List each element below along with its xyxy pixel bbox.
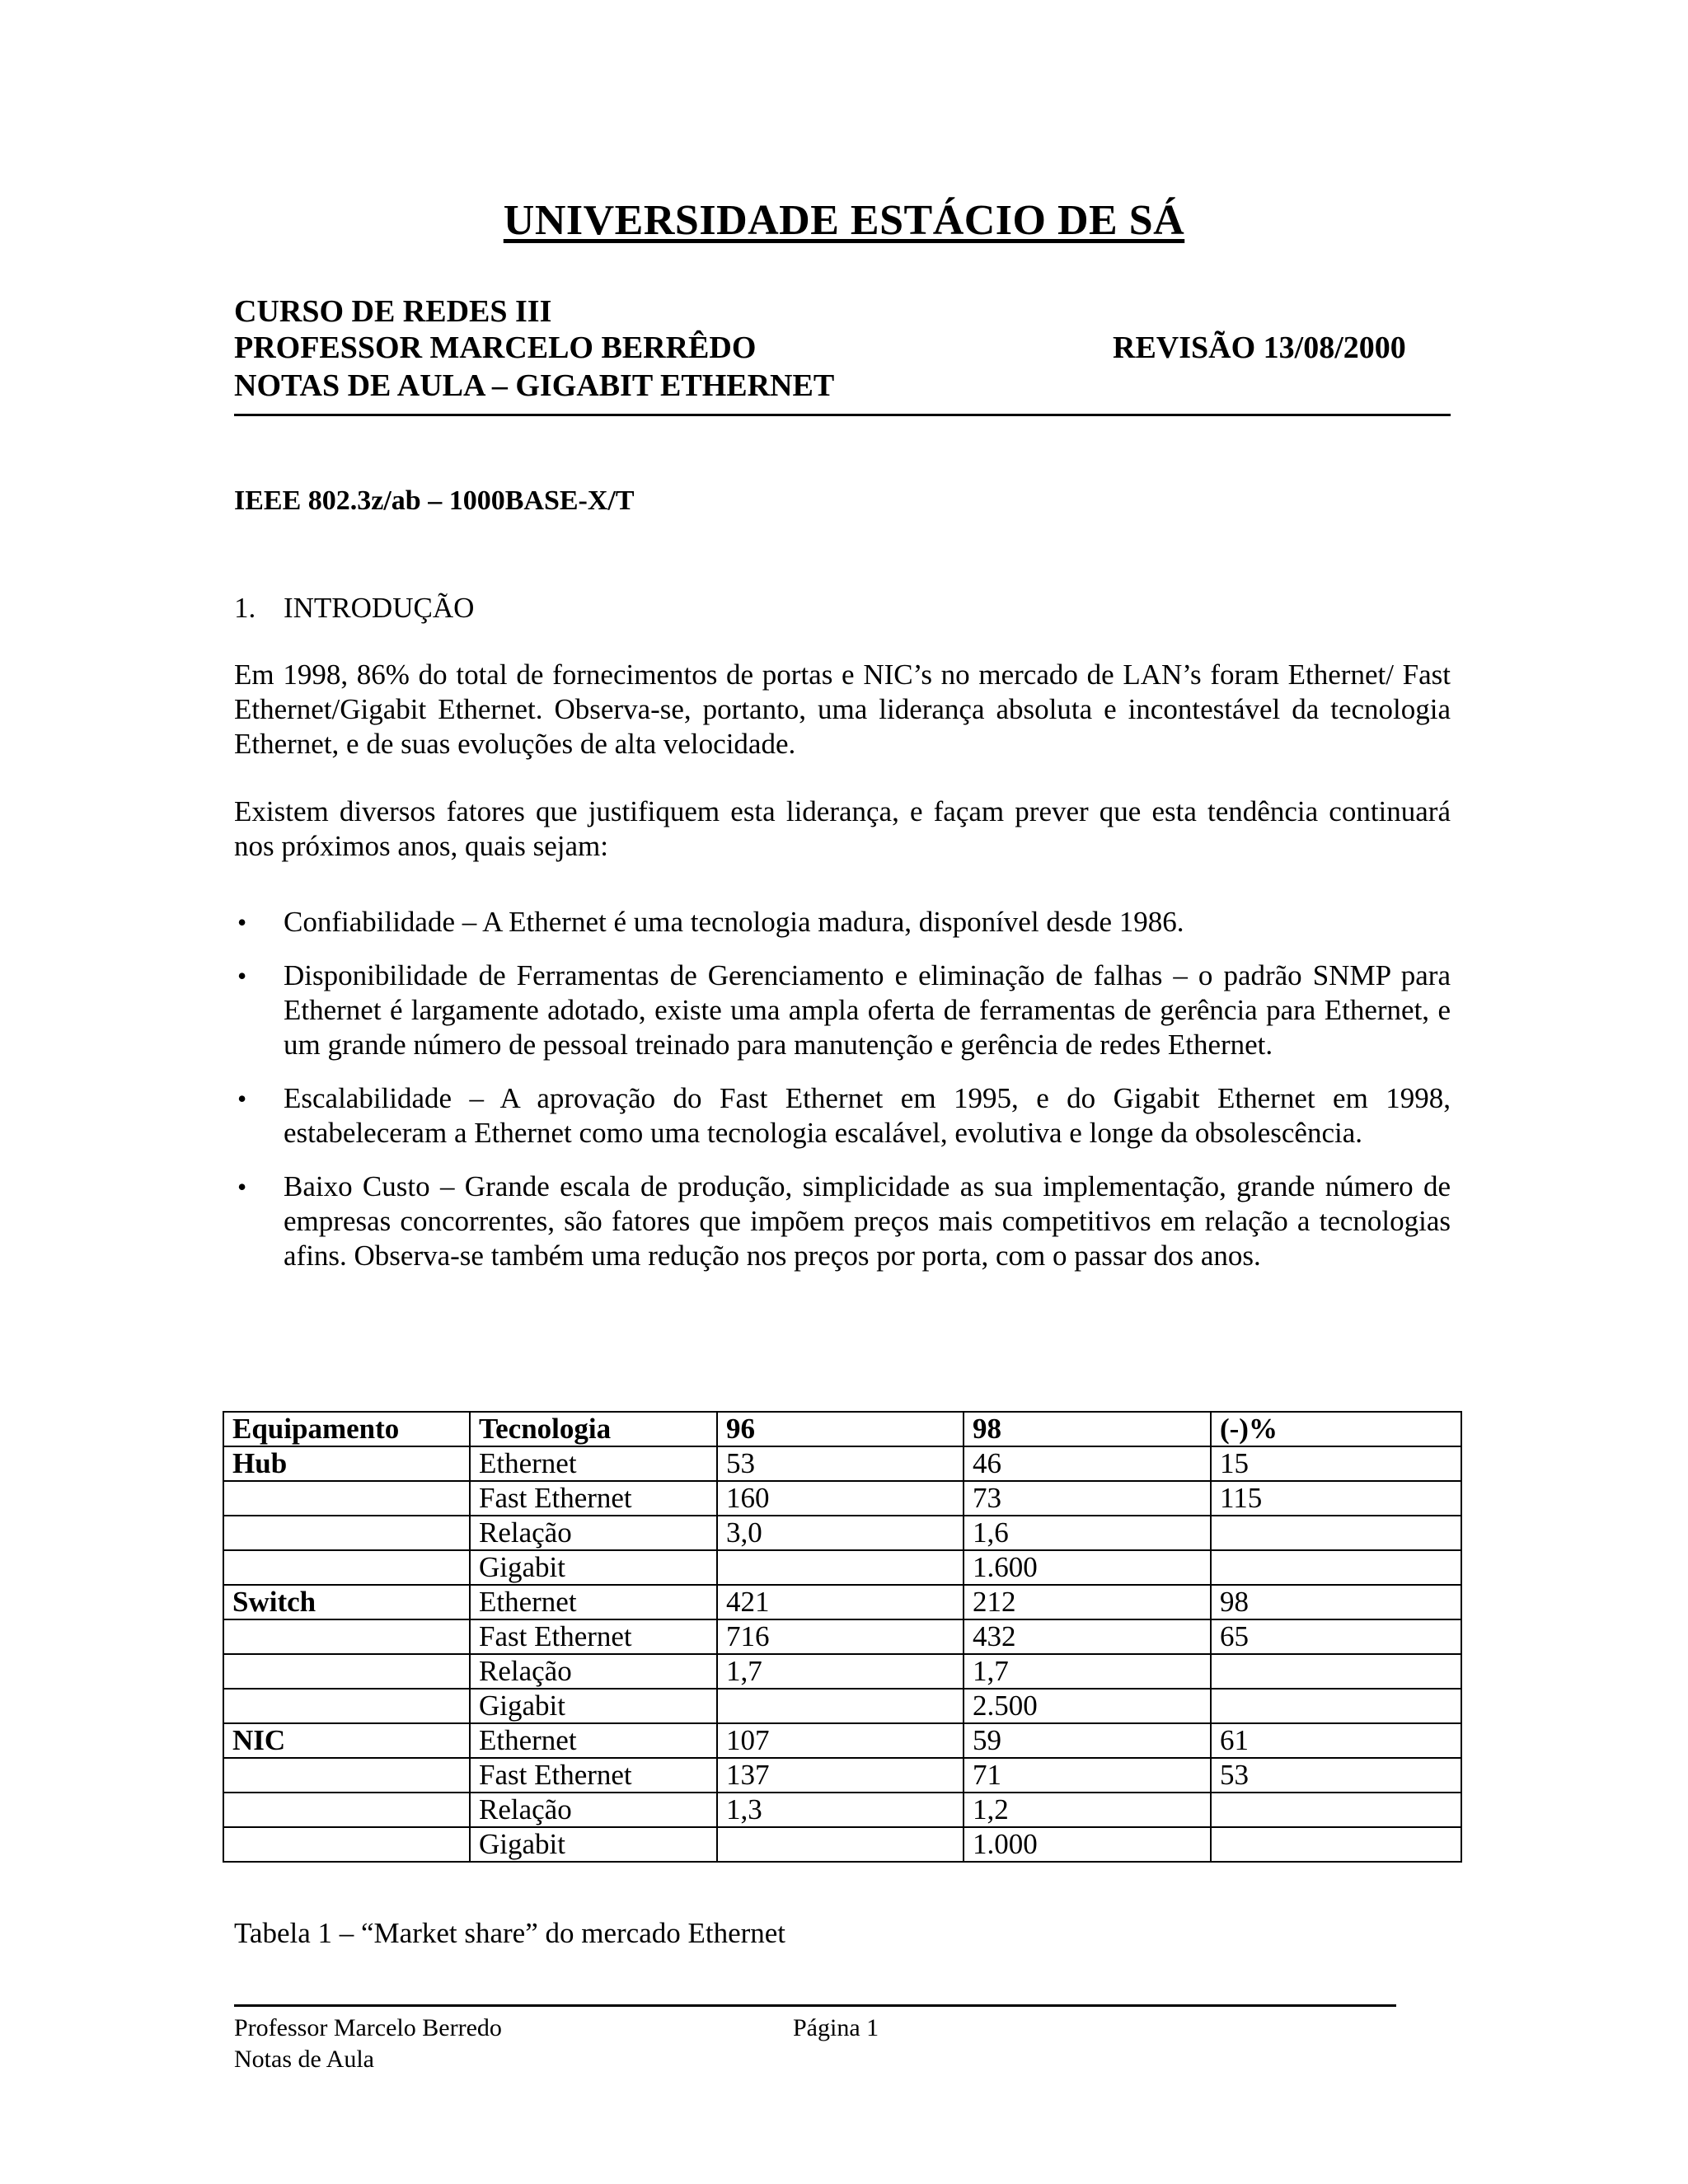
header-cell: 96 <box>717 1412 964 1446</box>
table-cell: 1,2 <box>964 1793 1211 1827</box>
header-divider <box>234 414 1451 416</box>
table-cell: 1,7 <box>717 1654 964 1689</box>
list-item <box>234 905 1451 940</box>
table-cell: 1,6 <box>964 1516 1211 1550</box>
table-cell: 3,0 <box>717 1516 964 1550</box>
table-row <box>223 1758 1461 1793</box>
list-item-text: Escalabilidade – A aprovação do Fast Ethernet em 1995, e do Gigabit Ethernet em 1998, estabeleceram a Ethernet como uma tecnologia escalável, evolutiva e longe da obsolescência. <box>284 1082 1451 1149</box>
table-cell <box>223 1689 470 1723</box>
table-cell: Switch <box>223 1585 470 1619</box>
table-cell <box>223 1793 470 1827</box>
table-cell <box>1211 1550 1461 1585</box>
table-cell: 59 <box>964 1723 1211 1758</box>
table-row <box>223 1723 1461 1758</box>
factors-paragraph: Existem diversos fatores que justifiquem esta liderança, e façam prever que esta tendência continuará nos próximos anos, quais sejam: <box>234 795 1451 862</box>
table-cell: 421 <box>717 1585 964 1619</box>
standard-subtitle: IEEE 802.3z/ab – 1000BASE-X/T <box>234 485 635 516</box>
table-row <box>223 1550 1461 1585</box>
table-row <box>223 1827 1461 1862</box>
market-share-table <box>223 1411 1462 1863</box>
table-cell <box>223 1654 470 1689</box>
table-cell <box>1211 1793 1461 1827</box>
table-cell <box>717 1827 964 1862</box>
section-heading <box>234 592 474 625</box>
table-cell <box>1211 1689 1461 1723</box>
table-cell: 65 <box>1211 1619 1461 1654</box>
revision-date: REVISÃO 13/08/2000 <box>1113 330 1406 365</box>
table-cell: 107 <box>717 1723 964 1758</box>
list-item <box>234 958 1451 1062</box>
header-cell: (-)% <box>1211 1412 1461 1446</box>
course-name: CURSO DE REDES III <box>234 294 552 329</box>
table-cell: Gigabit <box>470 1827 717 1862</box>
table-cell <box>223 1550 470 1585</box>
table-row <box>223 1481 1461 1516</box>
notes-title: NOTAS DE AULA – GIGABIT ETHERNET <box>234 368 835 403</box>
table-cell <box>1211 1654 1461 1689</box>
factors-list <box>234 905 1451 1292</box>
header-cell: 98 <box>964 1412 1211 1446</box>
table-cell: NIC <box>223 1723 470 1758</box>
table-cell: 1.600 <box>964 1550 1211 1585</box>
table-cell: Hub <box>223 1446 470 1481</box>
university-title: UNIVERSIDADE ESTÁCIO DE SÁ <box>503 197 1185 244</box>
table-cell: 212 <box>964 1585 1211 1619</box>
table-cell: 1,7 <box>964 1654 1211 1689</box>
footer-divider <box>234 2004 1396 2007</box>
list-item-text: Disponibilidade de Ferramentas de Gerenciamento e eliminação de falhas – o padrão SNMP para Ethernet é largamente adotado, existe uma ampla oferta de ferramentas de gerência para Ethernet, e um grande número de pessoal treinado para manutenção e gerência de redes Ethernet. <box>284 959 1451 1061</box>
footer-page-number: Página 1 <box>793 2014 879 2041</box>
footer-author: Professor Marcelo Berredo <box>234 2014 502 2041</box>
table-cell <box>223 1516 470 1550</box>
table-row <box>223 1654 1461 1689</box>
table-row <box>223 1619 1461 1654</box>
table-row <box>223 1585 1461 1619</box>
table-cell: 115 <box>1211 1481 1461 1516</box>
table-cell: Ethernet <box>470 1723 717 1758</box>
table-cell: Gigabit <box>470 1689 717 1723</box>
table-cell <box>1211 1516 1461 1550</box>
table-cell <box>1211 1827 1461 1862</box>
table-row <box>223 1446 1461 1481</box>
table-row <box>223 1516 1461 1550</box>
table-cell <box>223 1481 470 1516</box>
table-cell: 1,3 <box>717 1793 964 1827</box>
header-cell: Tecnologia <box>470 1412 717 1446</box>
section-number: 1. <box>234 592 256 624</box>
table-cell: 46 <box>964 1446 1211 1481</box>
list-item <box>234 1169 1451 1273</box>
bullet-icon: • <box>237 1084 247 1113</box>
table-cell: Fast Ethernet <box>470 1758 717 1793</box>
professor-name: PROFESSOR MARCELO BERRÊDO <box>234 330 757 365</box>
footer-doc-name: Notas de Aula <box>234 2046 374 2073</box>
table-row <box>223 1793 1461 1827</box>
table-cell: 2.500 <box>964 1689 1211 1723</box>
list-item-text: Baixo Custo – Grande escala de produção, simplicidade as sua implementação, grande número de empresas concorrentes, são fatores que impõem preços mais competitivos em relação a tecnologias afins. Observa-se também uma redução nos preços por porta, com o passar dos anos. <box>284 1170 1451 1272</box>
header-cell: Equipamento <box>223 1412 470 1446</box>
bullet-icon: • <box>237 961 247 991</box>
table-row <box>223 1689 1461 1723</box>
table-cell <box>223 1619 470 1654</box>
table-cell: Ethernet <box>470 1585 717 1619</box>
table-cell: Relação <box>470 1654 717 1689</box>
table-cell: Ethernet <box>470 1446 717 1481</box>
table-cell: Relação <box>470 1516 717 1550</box>
table-cell: 1.000 <box>964 1827 1211 1862</box>
section-title: INTRODUÇÃO <box>284 592 475 624</box>
table-cell: 15 <box>1211 1446 1461 1481</box>
table-cell: 98 <box>1211 1585 1461 1619</box>
table-caption: Tabela 1 – “Market share” do mercado Ethernet <box>234 1917 786 1949</box>
intro-paragraph: Em 1998, 86% do total de fornecimentos de portas e NIC’s no mercado de LAN’s foram Ethernet/ Fast Ethernet/Gigabit Ethernet. Observa-se, portanto, uma liderança absoluta e incontestável da tecnologia Ethernet, e de suas evoluções de alta velocidade. <box>234 658 1451 760</box>
table-cell: 53 <box>1211 1758 1461 1793</box>
table-cell: Gigabit <box>470 1550 717 1585</box>
table-header-row <box>223 1412 1461 1446</box>
table-cell <box>717 1550 964 1585</box>
table-cell: 137 <box>717 1758 964 1793</box>
table-cell: Fast Ethernet <box>470 1481 717 1516</box>
table-cell: 160 <box>717 1481 964 1516</box>
table-cell <box>223 1827 470 1862</box>
table-cell: 53 <box>717 1446 964 1481</box>
table-cell: Fast Ethernet <box>470 1619 717 1654</box>
table-cell <box>717 1689 964 1723</box>
table-cell: 432 <box>964 1619 1211 1654</box>
table-cell: Relação <box>470 1793 717 1827</box>
list-item-text: Confiabilidade – A Ethernet é uma tecnologia madura, disponível desde 1986. <box>284 906 1184 938</box>
bullet-icon: • <box>237 907 247 937</box>
table-cell: 716 <box>717 1619 964 1654</box>
table-cell: 61 <box>1211 1723 1461 1758</box>
table-cell: 73 <box>964 1481 1211 1516</box>
table-cell: 71 <box>964 1758 1211 1793</box>
table-cell <box>223 1758 470 1793</box>
list-item <box>234 1081 1451 1151</box>
bullet-icon: • <box>237 1172 247 1202</box>
